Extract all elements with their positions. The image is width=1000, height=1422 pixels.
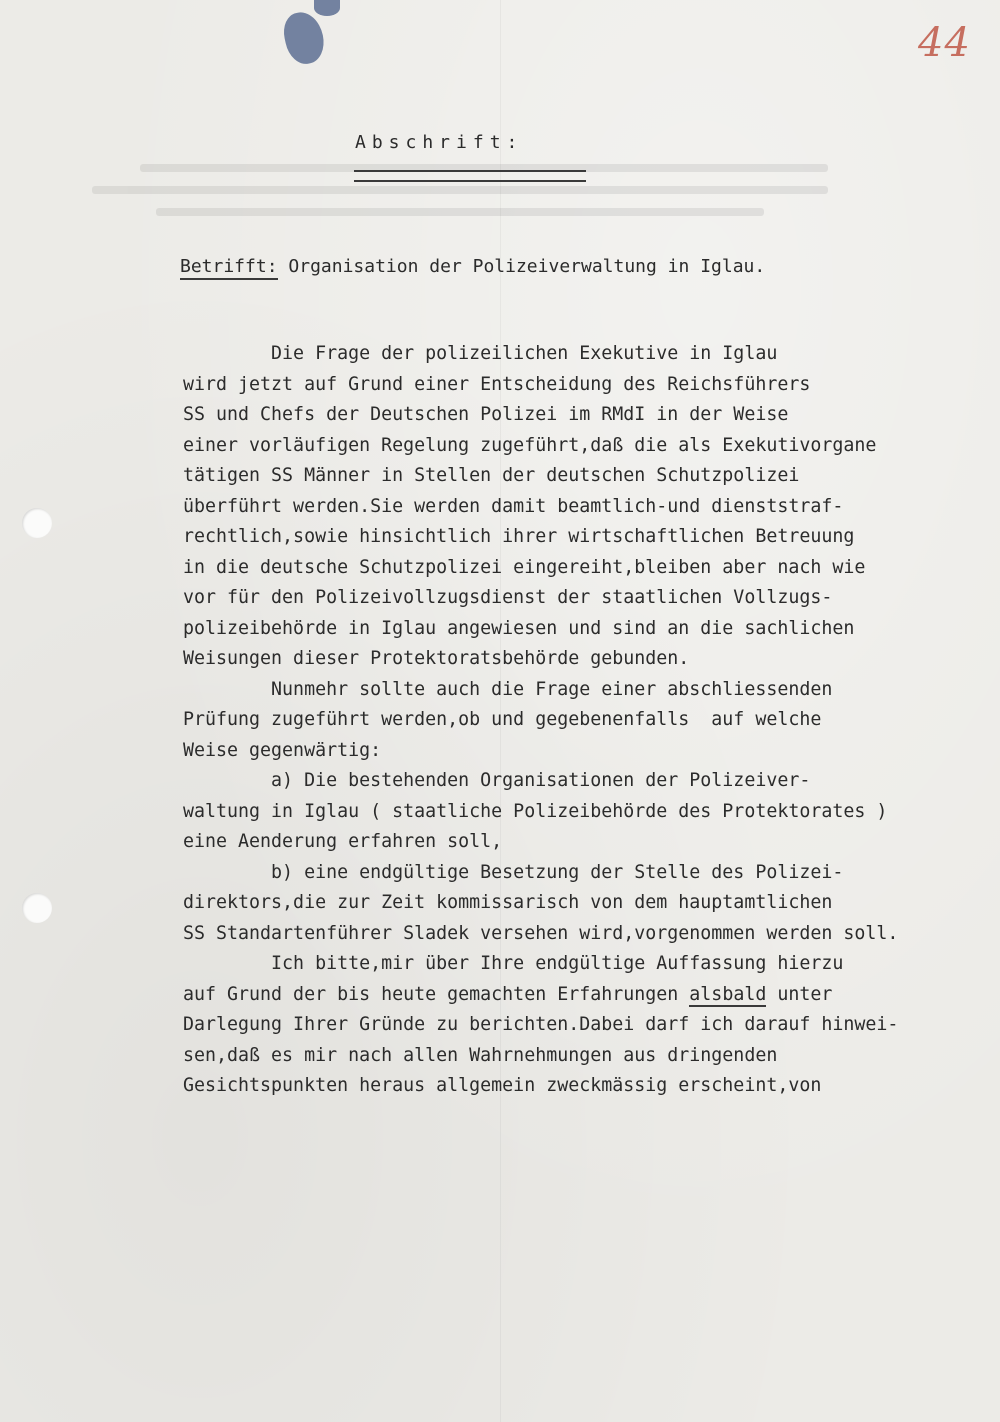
body-text-line: Die Frage der polizeilichen Exekutive in Iglau <box>183 343 778 364</box>
body-text-line: vor für den Polizeivollzugsdienst der staatlichen Vollzugs- <box>183 587 833 608</box>
ink-stain <box>280 9 328 68</box>
body-text-line: Weise gegenwärtig: <box>183 739 382 761</box>
body-text-line: polizeibehörde in Iglau angewiesen und sind an die sachlichen <box>183 617 855 639</box>
body-text-line: direktors,die zur Zeit kommissarisch von dem hauptamtlichen <box>183 892 833 913</box>
body-text-line: Gesichtspunkten heraus allgemein zweckmässig erscheint,von <box>183 1075 822 1096</box>
body-text-line: waltung in Iglau ( staatliche Polizeibehörde des Protektorates ) <box>183 800 888 822</box>
body-text-line: rechtlich,sowie hinsichtlich ihrer wirtschaftlichen Betreuung <box>183 526 855 547</box>
body-text-line: SS Standartenführer Sladek versehen wird,vorgenommen werden soll. <box>183 922 899 944</box>
body-text-line: Weisungen dieser Protektoratsbehörde gebunden. <box>183 648 690 669</box>
body-text-line: SS und Chefs der Deutschen Polizei im RMdI in der Weise <box>183 404 789 425</box>
body-text-span: unter <box>766 983 833 1005</box>
body-text-line <box>183 984 832 1005</box>
body-text-line: in die deutsche Schutzpolizei eingereiht,bleiben aber nach wie <box>183 556 866 578</box>
body-text-line: sen,daß es mir nach allen Wahrnehmungen aus dringenden <box>183 1044 778 1066</box>
punch-hole <box>22 893 52 923</box>
page-number: 44 <box>918 20 971 66</box>
ink-stain <box>314 0 340 16</box>
bleed-through <box>60 150 860 260</box>
body-text-line: Nunmehr sollte auch die Frage einer abschliessenden <box>183 678 833 700</box>
subject-line <box>180 256 765 277</box>
body-text-line: Darlegung Ihrer Gründe zu berichten.Dabei darf ich darauf hinwei- <box>183 1014 899 1035</box>
subject-text: Organisation der Polizeiverwaltung in Iglau. <box>288 256 766 277</box>
body-text-line: überführt werden.Sie werden damit beamtlich-und dienststraf- <box>183 495 844 517</box>
underlined-word: alsbald <box>689 983 767 1005</box>
heading-double-underline <box>354 170 586 182</box>
body-text-line: einer vorläufigen Regelung zugeführt,daß die als Exekutivorgane <box>183 434 877 456</box>
punch-hole <box>22 508 52 538</box>
body-text-line: b) eine endgültige Besetzung der Stelle des Polizei- <box>183 861 844 883</box>
subject-label: Betrifft: <box>180 256 278 280</box>
body-text-line: wird jetzt auf Grund einer Entscheidung des Reichsführers <box>183 373 811 395</box>
body-text-line: Prüfung zugeführt werden,ob und gegebenenfalls auf welche <box>183 709 822 730</box>
body-text-line: a) Die bestehenden Organisationen der Polizeiver- <box>183 770 811 791</box>
document-heading: Abschrift: <box>355 132 524 153</box>
body-text-line: Ich bitte,mir über Ihre endgültige Auffassung hierzu <box>183 953 844 974</box>
body-text-line: tätigen SS Männer in Stellen der deutschen Schutzpolizei <box>183 465 800 486</box>
body-text-line: eine Aenderung erfahren soll, <box>183 831 503 852</box>
body-text-span: auf Grund der bis heute gemachten Erfahrungen <box>183 983 690 1005</box>
